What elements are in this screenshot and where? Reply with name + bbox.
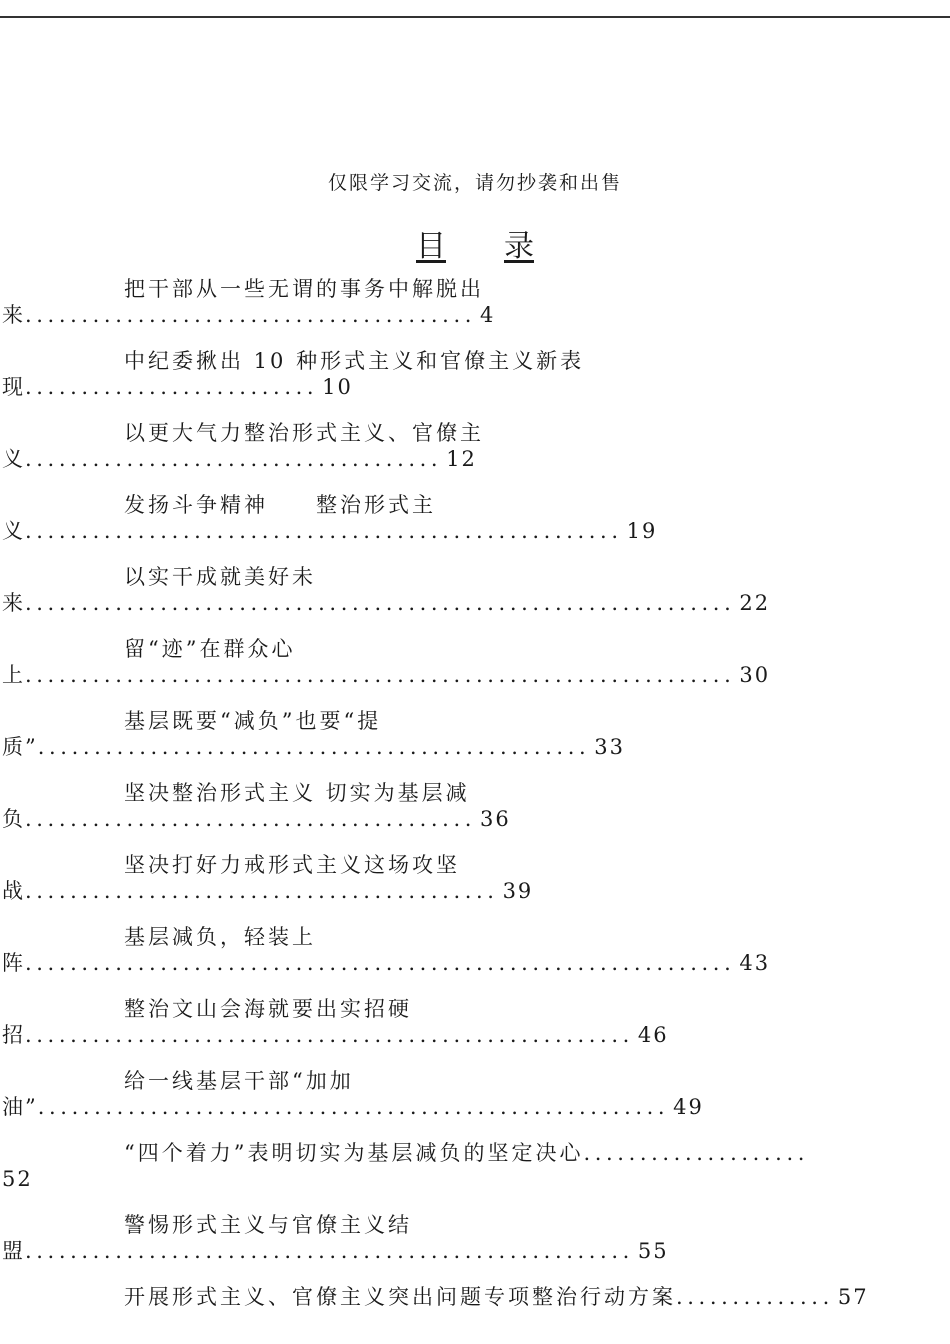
toc-entry-tail: 阵 (2, 951, 25, 975)
toc-entry-tail: 负 (2, 807, 25, 831)
toc-entry-title[interactable]: 发扬斗争精神 整治形式主 (124, 493, 436, 517)
toc-page-number: 43 (739, 951, 771, 975)
toc-entry-line[interactable] (2, 444, 477, 474)
toc-page-number: 12 (446, 447, 477, 471)
toc-entry-line[interactable] (124, 1138, 809, 1168)
toc-entry-title[interactable]: 基层减负，轻装上 (124, 925, 316, 949)
toc-entry-tail: 义 (2, 447, 25, 471)
toc-page-number: 19 (626, 519, 658, 543)
toc-leader-dots: ........................................................ (37, 1095, 670, 1119)
toc-leader-dots: ........................................ (25, 303, 477, 327)
toc-entry-title[interactable]: 给一线基层干部“加加 (124, 1069, 354, 1093)
toc-leader-dots: ............................................................... (25, 591, 736, 615)
toc-entry-line[interactable] (2, 876, 533, 906)
toc-entry-title: 开展形式主义、官僚主义突出问题专项整治行动方案 (124, 1285, 676, 1309)
toc-entry-line[interactable] (124, 1282, 869, 1312)
toc-entry-title[interactable]: 以更大气力整治形式主义、官僚主 (124, 421, 484, 445)
toc-entry-line[interactable] (2, 300, 495, 330)
toc-entry-title[interactable]: 以实干成就美好未 (124, 565, 316, 589)
toc-entry-tail: 战 (2, 879, 25, 903)
toc-entry-line[interactable] (2, 732, 625, 762)
toc-leader-dots: .................... (583, 1141, 809, 1165)
toc-leader-dots: .......................... (25, 375, 319, 399)
toc-entry-tail: 招 (2, 1023, 25, 1047)
toc-entry-title[interactable]: 坚决打好力戒形式主义这场攻坚 (124, 853, 460, 877)
toc-leader-dots: ............................................................... (25, 951, 736, 975)
copyright-notice: 仅限学习交流，请勿抄袭和出售 (327, 172, 622, 194)
toc-entry-title[interactable]: 警惕形式主义与官僚主义结 (124, 1213, 412, 1237)
toc-leader-dots: ..................................... (25, 447, 443, 471)
top-rule (0, 16, 950, 18)
toc-entry-tail: 上 (2, 663, 25, 687)
toc-entry-title: “四个着力”表明切实为基层减负的坚定决心 (124, 1141, 584, 1165)
toc-entry-line[interactable] (2, 804, 511, 834)
toc-entry-tail: 现 (2, 375, 25, 399)
toc-entry-line[interactable] (2, 660, 770, 690)
toc-entry-line[interactable] (2, 1164, 33, 1194)
toc-entry-tail: 油” (2, 1095, 38, 1119)
toc-entry-title[interactable]: 整治文山会海就要出实招硬 (124, 997, 412, 1021)
toc-page-number: 46 (637, 1023, 669, 1047)
toc-entry-line[interactable] (2, 516, 657, 546)
toc-entry-line[interactable] (2, 1020, 669, 1050)
toc-leader-dots: ..................................................... (25, 519, 623, 543)
toc-page-number: 22 (739, 591, 771, 615)
toc-entry-title[interactable]: 中纪委揪出 10 种形式主义和官僚主义新表 (124, 349, 585, 373)
toc-leader-dots: ...................................................... (25, 1239, 634, 1263)
toc-entry-title[interactable]: 把干部从一些无谓的事务中解脱出 (124, 277, 484, 301)
toc-page-number: 39 (502, 879, 534, 903)
toc-entry-line[interactable] (2, 372, 353, 402)
toc-page-number: 30 (739, 663, 771, 687)
toc-heading-char-1: 目 (416, 229, 446, 264)
toc-entry-line[interactable] (2, 588, 770, 618)
toc-leader-dots: .......................................... (25, 879, 499, 903)
toc-leader-dots: .............. (676, 1285, 834, 1309)
toc-entry-line[interactable] (2, 948, 770, 978)
toc-page-number: 36 (480, 807, 511, 831)
toc-leader-dots: ...................................................... (25, 1023, 634, 1047)
toc-entry-title[interactable]: 基层既要“减负”也要“提 (124, 709, 382, 733)
toc-page-number: 52 (2, 1167, 33, 1191)
toc-leader-dots: ............................................................... (25, 663, 736, 687)
toc-page-number: 10 (322, 375, 353, 399)
toc-entry-tail: 盟 (2, 1239, 25, 1263)
toc-page-number: 57 (837, 1285, 869, 1309)
toc-entry-tail: 来 (2, 303, 25, 327)
toc-entry-line[interactable] (2, 1236, 669, 1266)
toc-heading-char-2: 录 (504, 229, 534, 264)
toc-entry-line[interactable] (2, 1092, 704, 1122)
toc-entry-tail: 质” (2, 735, 38, 759)
toc-entry-tail: 来 (2, 591, 25, 615)
toc-page-number: 55 (637, 1239, 669, 1263)
toc-leader-dots: ................................................. (37, 735, 591, 759)
toc-page-number: 49 (673, 1095, 704, 1119)
toc-page-number: 33 (594, 735, 625, 759)
toc-entry-title[interactable]: 坚决整治形式主义 切实为基层减 (124, 781, 470, 805)
toc-heading (0, 228, 950, 266)
toc-entry-title[interactable]: 留“迹”在群众心 (124, 637, 296, 661)
toc-page-number: 4 (480, 303, 496, 327)
toc-leader-dots: ........................................ (25, 807, 477, 831)
toc-entry-tail: 义 (2, 519, 25, 543)
